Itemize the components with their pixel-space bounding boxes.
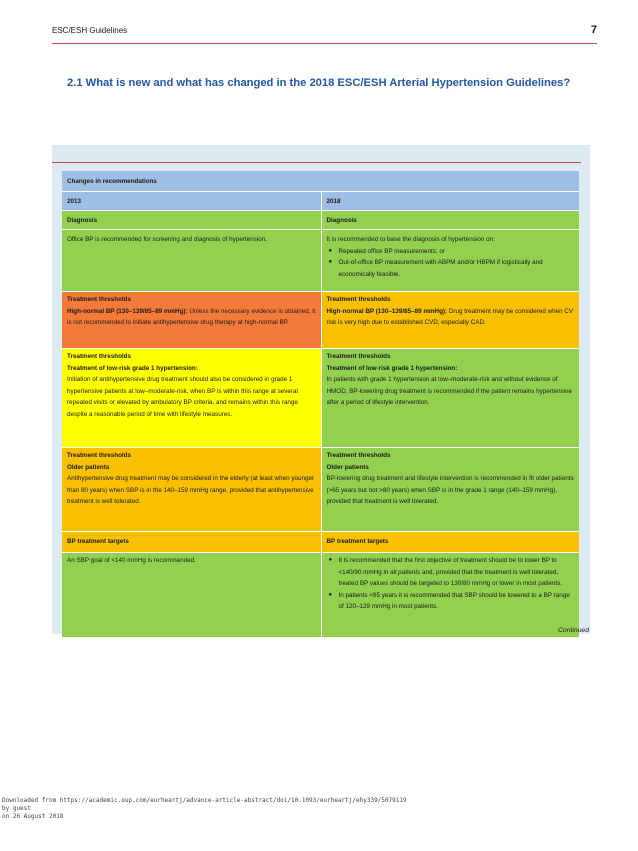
low-risk-2013-cell	[62, 349, 321, 447]
list-item-emphasis: in all patients	[383, 568, 421, 576]
table-column-header-row	[62, 191, 579, 210]
cell-subheading: Older patients	[326, 463, 369, 471]
cell-heading: Treatment thresholds	[67, 353, 132, 360]
table-row	[62, 229, 579, 291]
table-row	[62, 291, 579, 348]
cell-text: Drug treatment may be considered when CV risk is very high due to established CVD, especially CAD.	[326, 307, 574, 327]
cell-text: Unless the necessary evidence is obtained, it is not recommended to initiate antihypertensive drug therapy at high-normal BP.	[67, 307, 316, 327]
cell-heading: Treatment thresholds	[67, 296, 132, 303]
cell-heading: Treatment thresholds	[326, 296, 391, 303]
diagnosis-2013-text: Office BP is recommended for screening and diagnosis of hypertension.	[67, 236, 267, 243]
older-patients-2018-cell	[321, 448, 580, 531]
high-normal-2018-cell	[321, 292, 580, 348]
cell-heading: Treatment thresholds	[67, 452, 132, 459]
diagnosis-2013-cell	[62, 230, 321, 291]
targets-2013-cell	[62, 553, 321, 637]
list-item	[327, 555, 575, 590]
list-item: ● Repeated office BP measurements; or	[327, 246, 575, 258]
table-row	[62, 552, 579, 637]
diagnosis-heading-2013: Diagnosis	[62, 211, 321, 229]
low-risk-2018-cell	[321, 349, 580, 447]
targets-heading-2018: BP treatment targets	[321, 532, 580, 552]
list-item: ● Out-of-office BP measurement with ABPM and/or HBPM if logistically and economically feasible.	[327, 257, 575, 280]
table-row	[62, 348, 579, 447]
list-item-text: and, provided that the treatment is well tolerated, treated BP values should be targeted to 130/80 mmHg or lower in most patients.	[338, 568, 563, 588]
list-item-text: It is recommended that the first objective of treatment should be to lower BP to <140/90 mmHg	[338, 557, 557, 576]
cell-text: BP-lowering drug treatment and lifestyle intervention is recommended in fit older patients (>65 years but not >80 years) when SBP is in the grade 1 range (140–159 mmHg), provided that treatment is well tolerated.	[326, 475, 574, 506]
targets-2018-list	[327, 555, 575, 613]
cell-text: In patients with grade 1 hypertension at low–moderate-risk and without evidence of HMOD, BP-lowering drug treatment is recommended if the patient remains hypertensive after a period of lifestyle intervention.	[326, 376, 572, 407]
column-header-2018: 2018	[321, 192, 580, 210]
cell-text: Initiation of antihypertensive drug treatment should also be considered in grade 1 hypertensive patients at low–moderate-risk, when BP is within this range at several repeated visits or elevated by ambulatory BP criteria, and remains within this range despite a reasonable period of time with lifestyle measures.	[67, 376, 298, 418]
high-normal-2013-cell	[62, 292, 321, 348]
targets-heading-2013: BP treatment targets	[62, 532, 321, 552]
table-title-row	[62, 171, 579, 191]
diagnosis-2018-cell	[321, 230, 580, 291]
panel-rule	[52, 162, 581, 163]
page-number: 7	[590, 24, 597, 36]
diagnosis-heading-2018: Diagnosis	[321, 211, 580, 229]
cell-heading: Treatment thresholds	[326, 452, 391, 459]
download-note: Downloaded from https://academic.oup.com/eurheartj/advance-article-abstract/doi/10.1093/eurheartj/ehy339/5079119 by guest on 26 August 2018	[2, 797, 407, 821]
table-row	[62, 210, 579, 229]
running-header	[52, 26, 597, 40]
cell-heading: Treatment thresholds	[326, 353, 391, 360]
column-header-2013: 2013	[62, 192, 321, 210]
cell-subheading: Treatment of low-risk grade 1 hypertension:	[326, 364, 458, 372]
table-row	[62, 531, 579, 552]
table-row	[62, 447, 579, 531]
older-patients-2013-cell	[62, 448, 321, 531]
recommendations-table	[62, 171, 579, 637]
diagnosis-2018-list	[327, 246, 575, 281]
header-rule	[52, 43, 597, 44]
cell-text: An SBP goal of <140 mmHg is recommended.	[67, 557, 196, 564]
cell-subheading: Older patients	[67, 463, 110, 471]
cell-subheading: Treatment of low-risk grade 1 hypertension:	[67, 364, 198, 372]
diagnosis-2018-intro: It is recommended to base the diagnosis of hypertension on:	[326, 236, 495, 243]
targets-2018-cell	[321, 553, 580, 637]
list-item: ● In patients <65 years it is recommended that SBP should be lowered to a BP range of 120–129 mmHg in most patients.	[327, 590, 575, 613]
journal-name: ESC/ESH Guidelines	[52, 26, 128, 35]
continued-label: Continued	[558, 627, 589, 634]
cell-subheading: High-normal BP (130–139/85–89 mmHg):	[67, 307, 188, 315]
table-title: Changes in recommendations	[62, 171, 579, 191]
cell-text: Antihypertensive drug treatment may be considered in the elderly (at least when younger than 80 years) when SBP is in the 140–159 mmHg range, provided that antihypertensive treatment is well tolerated.	[67, 475, 315, 506]
cell-subheading: High-normal BP (130–139/85–89 mmHg):	[326, 307, 448, 315]
section-title: 2.1 What is new and what has changed in the 2018 ESC/ESH Arterial Hypertension Guidelines?	[67, 77, 571, 89]
